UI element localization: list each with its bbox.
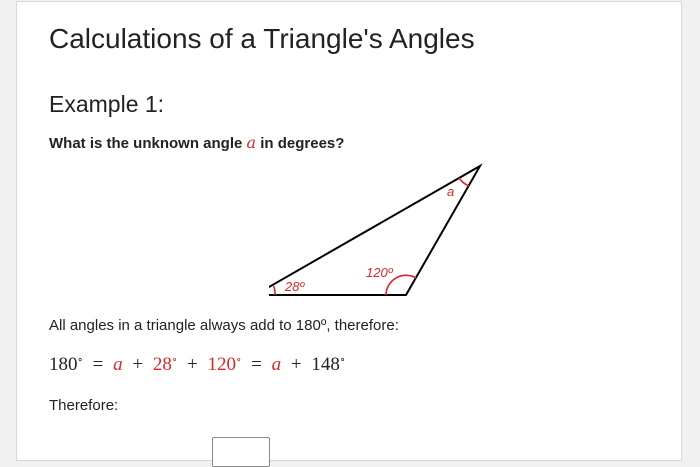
angle-arc-top [459,178,469,186]
degree-symbol: ∘ [77,354,83,366]
question-text [49,133,344,152]
example-heading: Example 1: [49,91,165,117]
plus-sign: + [290,354,302,375]
equation-variable: a [271,354,282,375]
angle-label-left: 28º [285,279,305,294]
question-variable: a [246,133,257,152]
answer-input[interactable] [212,437,270,467]
plus-sign: + [187,354,198,375]
lesson-card [16,1,682,461]
sum-explanation: All angles in a triangle always add to 180º, therefore: [49,317,399,334]
equation-variable: a [113,354,123,375]
equation-total: 180 [49,354,78,375]
question-suffix: in degrees? [260,135,345,152]
degree-symbol: ∘ [339,354,346,366]
angle-arc-left [274,286,275,295]
equation-known-sum: 148 [311,354,340,375]
angle-label-bottom: 120º [366,265,393,280]
equals-sign: = [92,354,104,375]
question-prefix: What is the unknown angle [49,135,243,152]
equation-angle-2: 120∘ [207,354,242,375]
angle-label-top: a [447,184,455,199]
angle-equation [49,353,345,376]
plus-sign: + [132,354,144,375]
triangle-figure [269,160,509,302]
therefore-text: Therefore: [49,397,119,414]
equation-angle-1: 28∘ [152,354,178,375]
page-title: Calculations of a Triangle's Angles [49,23,475,54]
equals-sign: = [251,354,262,375]
